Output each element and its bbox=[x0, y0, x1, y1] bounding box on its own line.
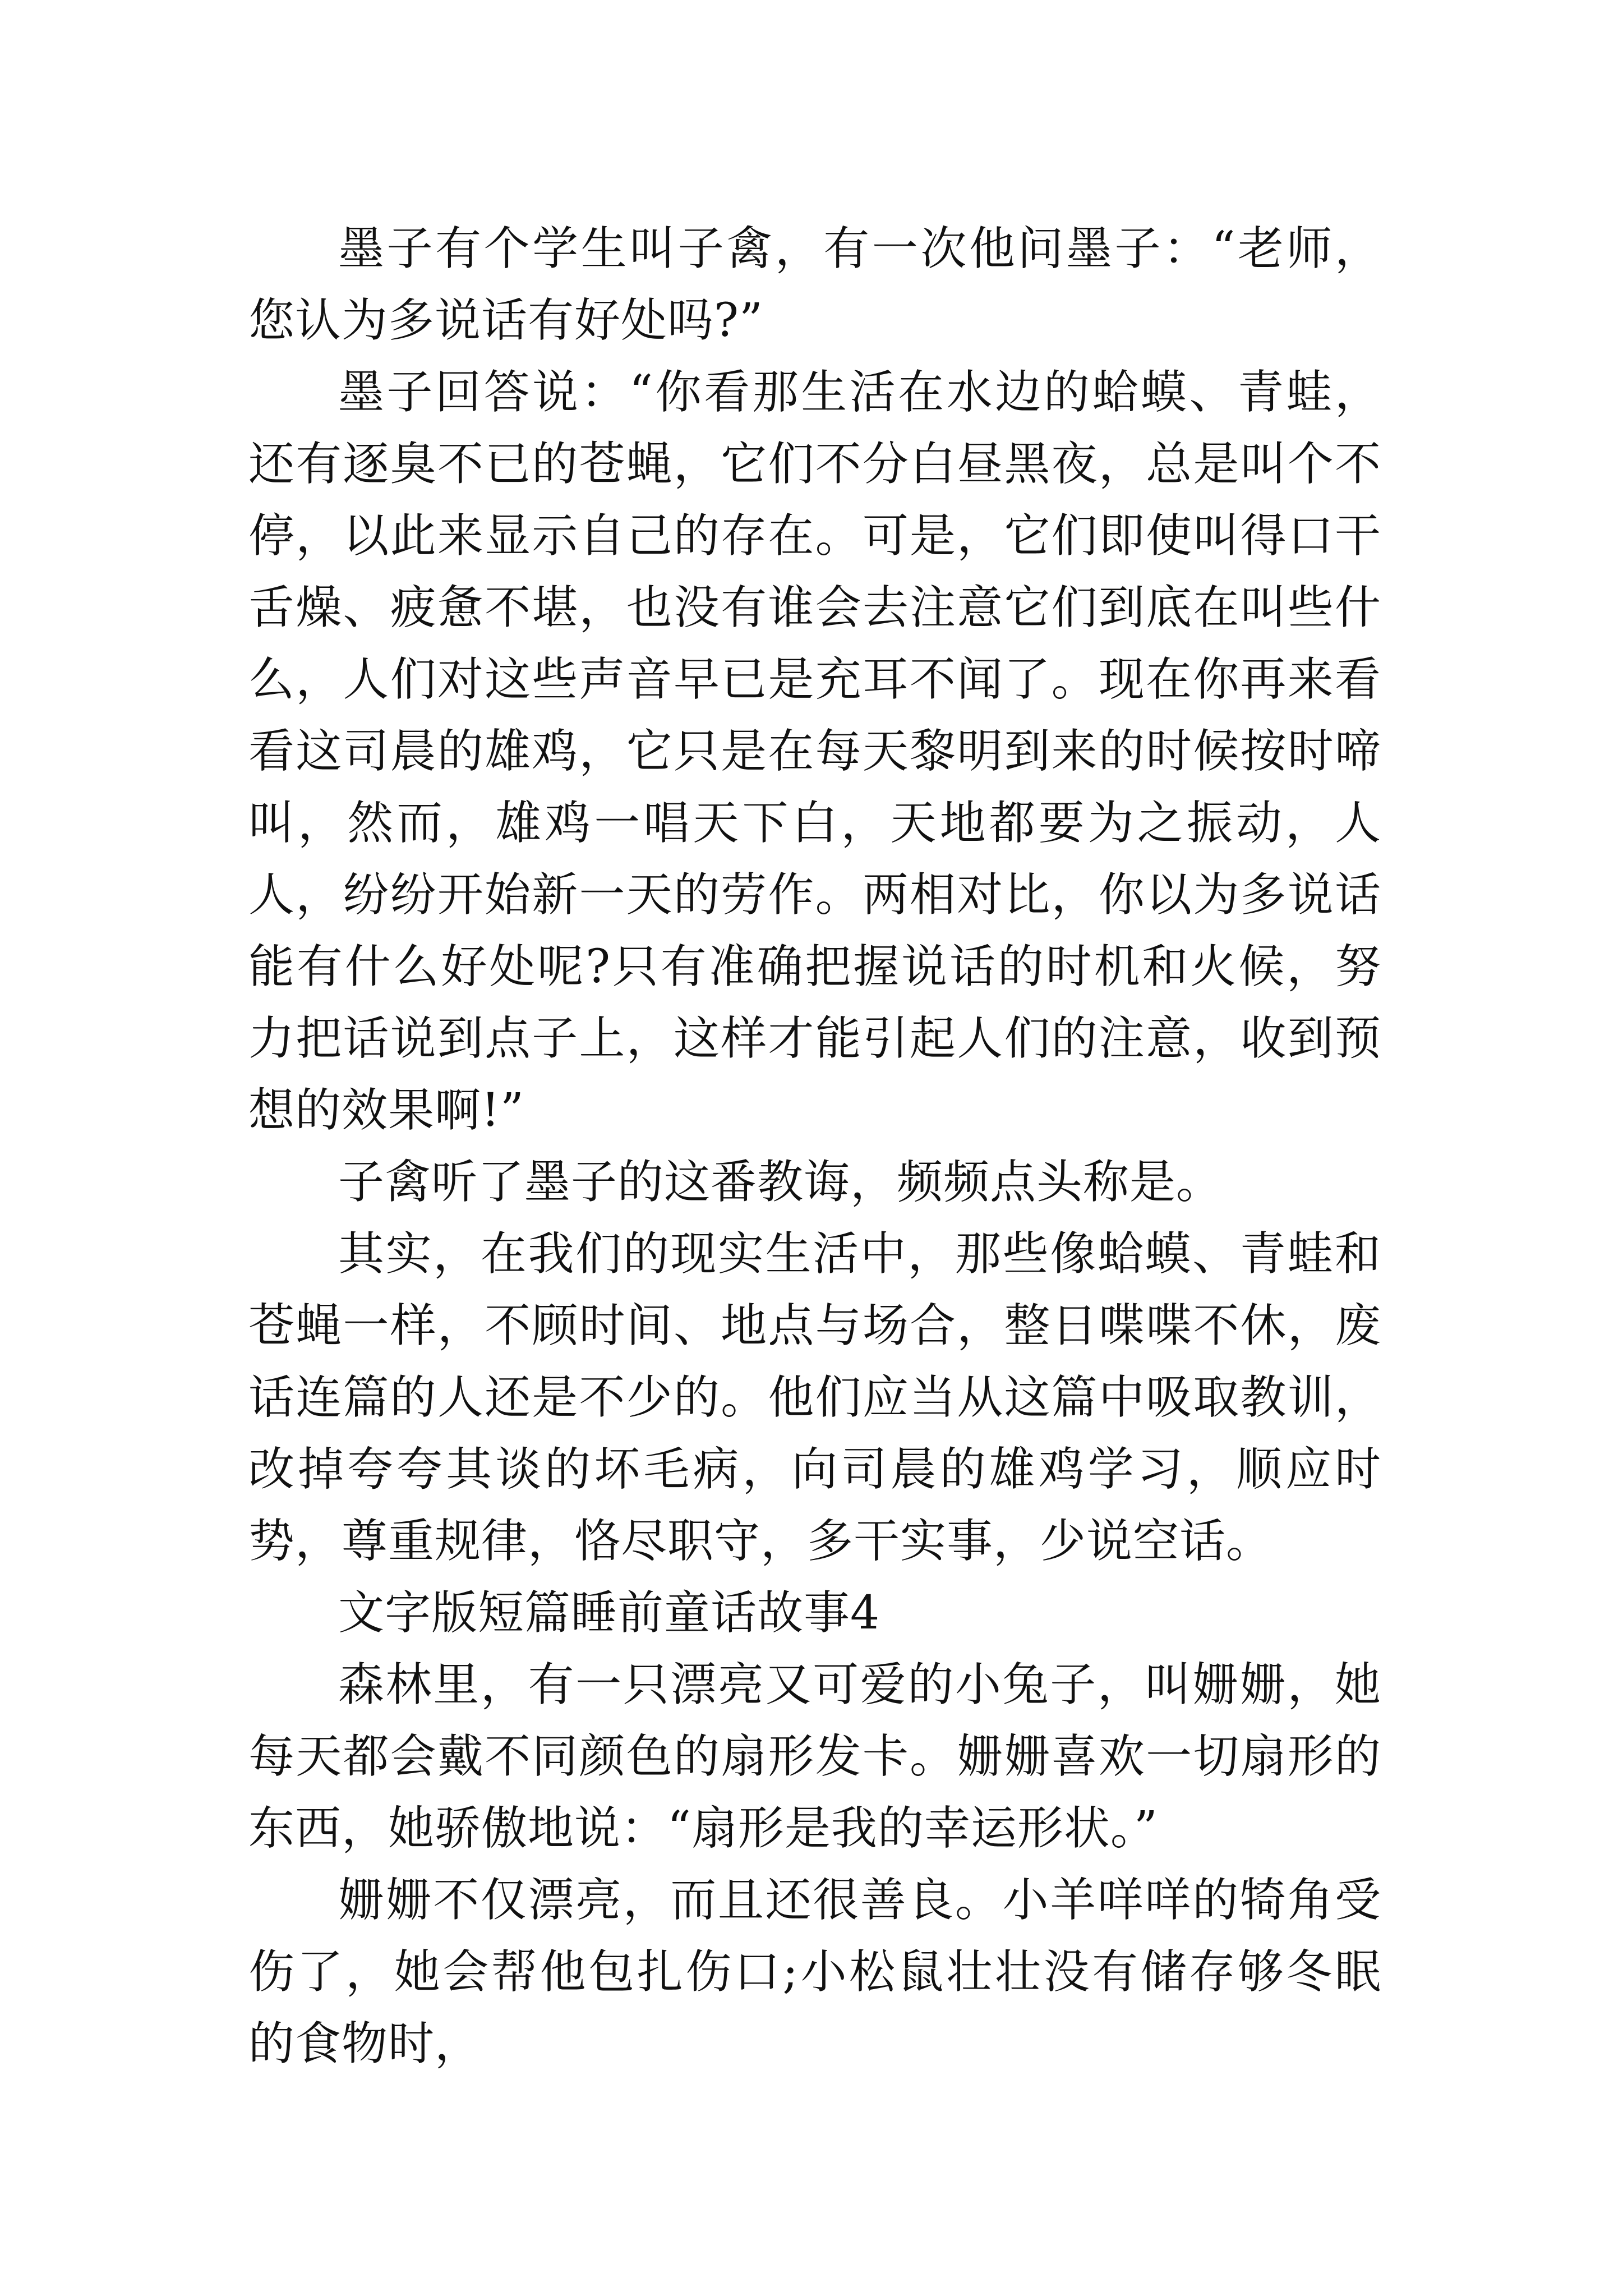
paragraph-mozi-question: 墨子有个学生叫子禽，有一次他问墨子：“老师，您认为多说话有好处吗?” bbox=[248, 222, 1381, 347]
story-title: 文字版短篇睡前童话故事4 bbox=[338, 1586, 880, 1640]
paragraph-shanshan-intro: 森林里，有一只漂亮又可爱的小兔子，叫姗姗，她每天都会戴不同颜色的扇形发卡。姗姗喜欢一切扇形的东西，她骄傲地说：“扇形是我的幸运形状。” bbox=[248, 1658, 1381, 1855]
paragraph-moral: 其实，在我们的现实生活中，那些像蛤蟆、青蛙和苍蝇一样，不顾时间、地点与场合，整日喋喋不休，废话连篇的人还是不少的。他们应当从这篇中吸取教训，改掉夸夸其谈的坏毛病，向司晨的雄鸡学习，顺应时势，尊重规律，恪尽职守，多干实事，少说空话。 bbox=[248, 1227, 1381, 1568]
paragraph-shanshan-kindness: 姗姗不仅漂亮，而且还很善良。小羊咩咩的犄角受伤了，她会帮他包扎伤口;小松鼠壮壮没有储存够冬眠的食物时， bbox=[248, 1874, 1381, 2070]
paragraph-mozi-answer: 墨子回答说：“你看那生活在水边的蛤蟆、青蛙，还有逐臭不已的苍蝇，它们不分白昼黑夜，总是叫个不停，以此来显示自己的存在。可是，它们即使叫得口干舌燥、疲惫不堪，也没有谁会去注意它们到底在叫些什么，人们对这些声音早已是充耳不闻了。现在你再来看看这司晨的雄鸡，它只是在每天黎明到来的时候按时啼叫，然而，雄鸡一唱天下白，天地都要为之振动，人人，纷纷开始新一天的劳作。两相对比，你以为多说话能有什么好处呢?只有准确把握说话的时机和火候，努力把话说到点子上，这样才能引起人们的注意，收到预想的效果啊!” bbox=[248, 366, 1381, 1137]
document-body bbox=[248, 213, 1381, 2080]
paragraph-ziqin-response: 子禽听了墨子的这番教诲，频频点头称是。 bbox=[338, 1156, 1223, 1209]
